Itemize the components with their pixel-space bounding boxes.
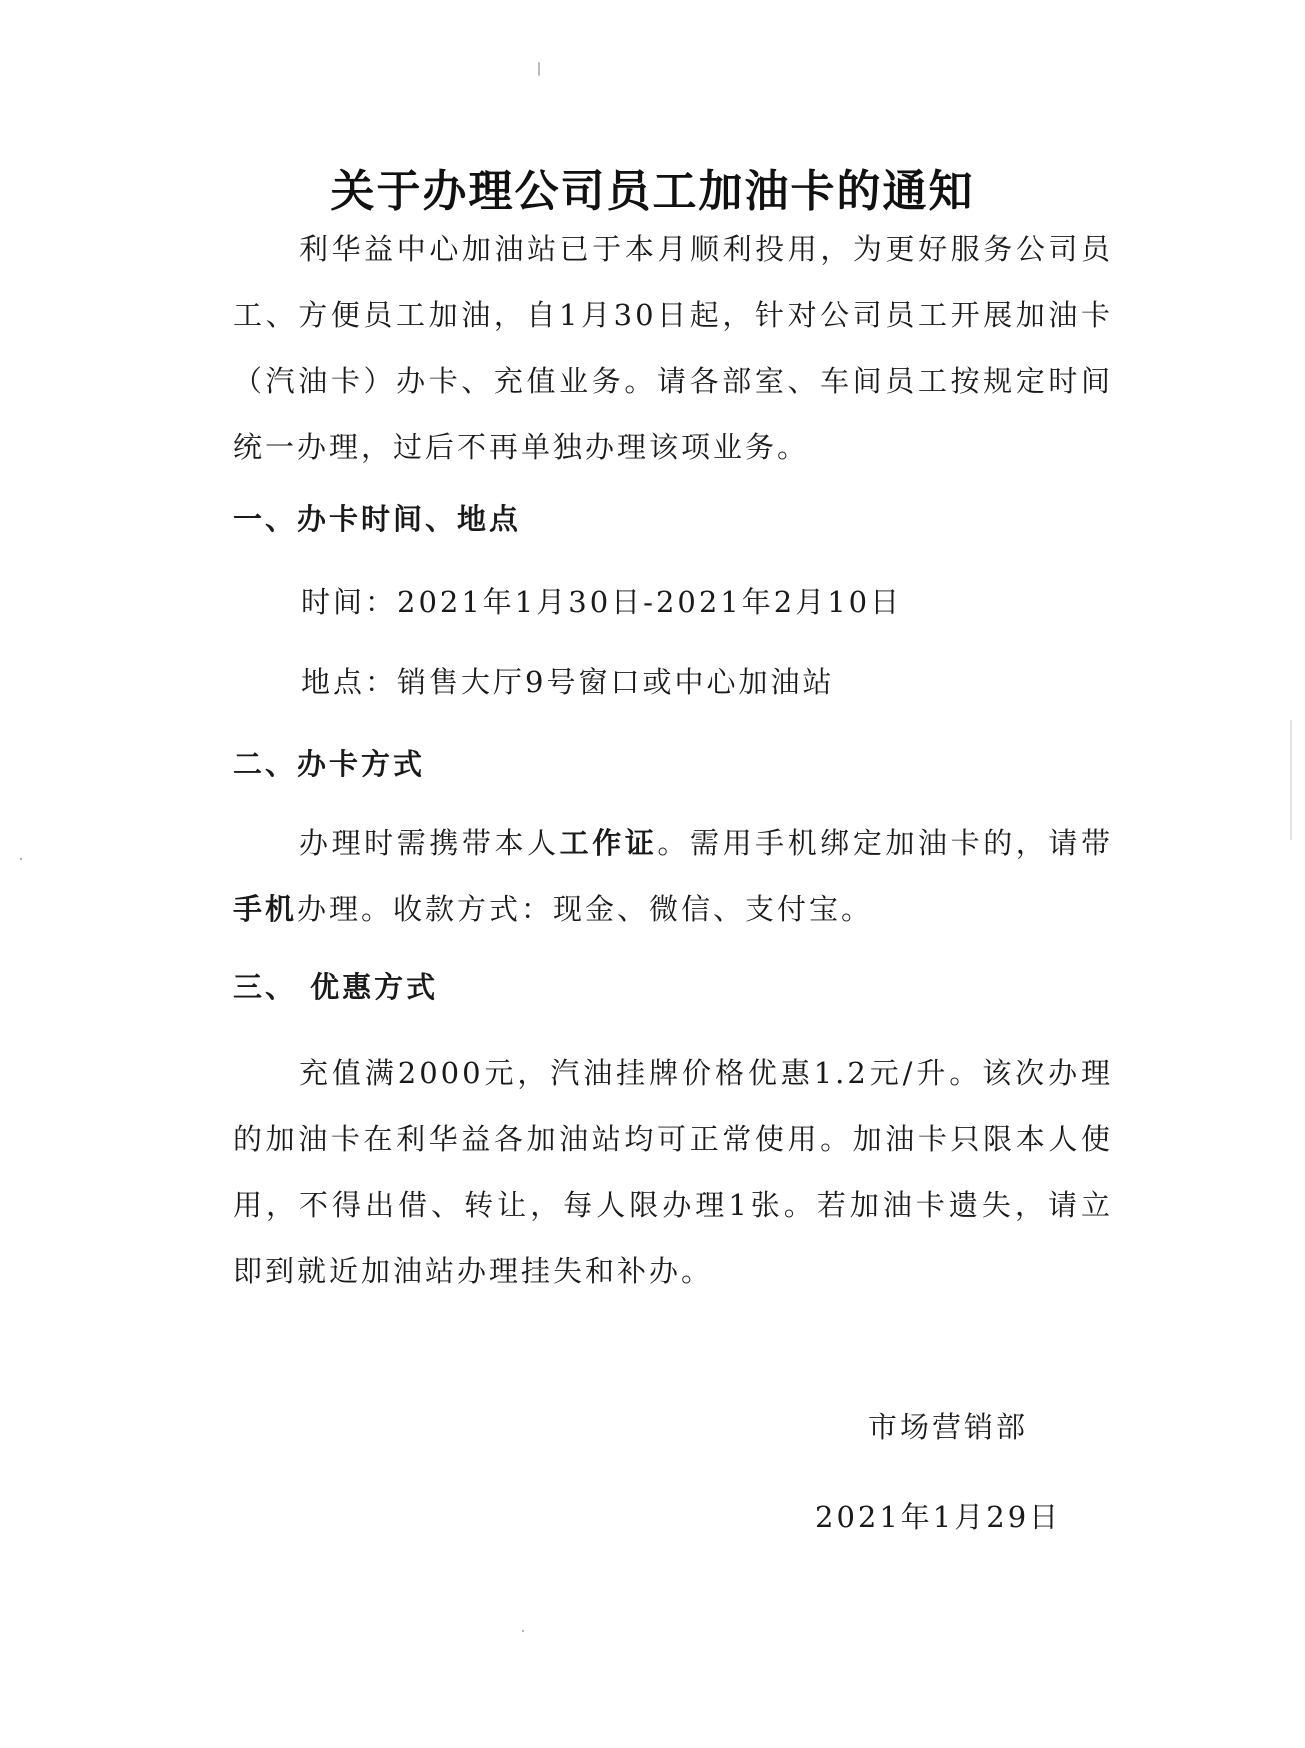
section-2-paragraph <box>233 810 1113 942</box>
scan-speck <box>522 1630 524 1632</box>
intro-paragraph: 利华益中心加油站已于本月顺利投用，为更好服务公司员工、方便员工加油，自1月30日起，针对公司员工开展加油卡（汽油卡）办卡、充值业务。请各部室、车间员工按规定时间统一办理，过后不再单独办理该项业务。 <box>233 232 1113 464</box>
document-title: 关于办理公司员工加油卡的通知 <box>330 166 975 217</box>
section-2-text-2: 。需用手机绑定加油卡的，请带 <box>657 826 1113 860</box>
section-2-text-1: 办理时需携带本人 <box>299 826 560 860</box>
section-1-heading: 一、办卡时间、地点 <box>233 502 522 536</box>
scan-speck <box>538 62 540 76</box>
section-2-text-3: 办理。收款方式：现金、微信、支付宝。 <box>297 892 874 926</box>
section-1-place: 地点：销售大厅9号窗口或中心加油站 <box>301 665 835 699</box>
scan-speck <box>20 858 22 860</box>
scan-edge <box>1290 720 1292 840</box>
signature-date: 2021年1月29日 <box>815 1500 1062 1534</box>
section-3-heading: 三、 优惠方式 <box>233 970 439 1004</box>
work-id-highlight: 工作证 <box>559 826 658 860</box>
section-3-paragraph: 充值满2000元，汽油挂牌价格优惠1.2元/升。该次办理的加油卡在利华益各加油站均可正常使用。加油卡只限本人使用，不得出借、转让，每人限办理1张。若加油卡遗失，请立即到就近加油站办理挂失和补办。 <box>233 1056 1113 1288</box>
section-1-time: 时间：2021年1月30日-2021年2月10日 <box>301 585 903 619</box>
phone-highlight: 手机 <box>233 892 298 926</box>
section-2-heading: 二、办卡方式 <box>233 747 426 781</box>
signature-department: 市场营销部 <box>868 1410 1029 1444</box>
